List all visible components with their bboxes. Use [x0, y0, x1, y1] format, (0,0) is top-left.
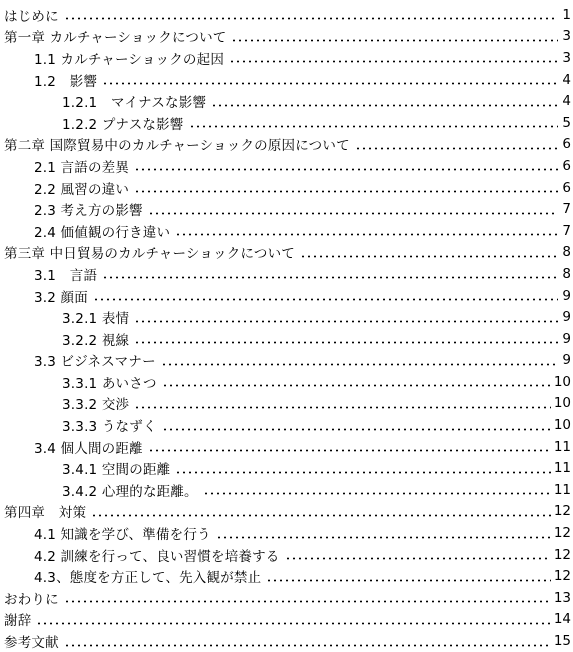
toc-entry-title: 2.3 考え方の影響	[34, 199, 145, 219]
toc-dot-leader	[64, 600, 551, 603]
toc-entry-title: 3.4.1 空間の距離	[62, 458, 172, 478]
toc-page-number: 9	[562, 287, 571, 304]
toc-dot-leader	[216, 536, 551, 539]
toc-page-number: 10	[553, 395, 571, 412]
toc-entry-title: 謝辞	[4, 609, 33, 629]
toc-entry-title: 第四章 対策	[4, 501, 88, 521]
toc-dot-leader	[134, 190, 558, 193]
toc-entry-title: 2.4 価値観の行き違い	[34, 221, 172, 241]
toc-entry-title: 4.3、態度を方正して、先入観が禁止	[34, 566, 263, 586]
toc-page-number: 6	[562, 157, 571, 174]
toc-page-number: 12	[553, 525, 571, 542]
toc-page-number: 12	[553, 546, 571, 563]
toc-page-number: 12	[553, 568, 571, 585]
toc-entry-title: 参考文献	[4, 631, 61, 651]
toc-entry-title: 4.1 知識を学び、準備を行う	[34, 523, 213, 543]
toc-entry[interactable]	[0, 457, 573, 479]
toc-entry[interactable]	[0, 4, 573, 26]
toc-entry[interactable]	[0, 350, 573, 372]
toc-entry[interactable]	[0, 501, 573, 523]
toc-page-number: 14	[553, 611, 571, 628]
toc-entry[interactable]	[0, 90, 573, 112]
toc-entry-title: 3.3.2 交渉	[62, 393, 131, 413]
toc-dot-leader	[91, 514, 551, 517]
toc-dot-leader	[161, 363, 558, 366]
toc-entry-title: 3.2.2 視線	[62, 329, 131, 349]
toc-dot-leader	[355, 147, 558, 150]
toc-entry[interactable]	[0, 544, 573, 566]
toc-dot-leader	[162, 428, 551, 431]
toc-page-number: 10	[553, 417, 571, 434]
toc-dot-leader	[189, 125, 558, 128]
toc-page-number: 1	[562, 6, 571, 23]
toc-entry[interactable]	[0, 436, 573, 458]
toc-entry-title: 3.3.1 あいさつ	[62, 372, 159, 392]
toc-entry[interactable]	[0, 263, 573, 285]
toc-entry-title: 3.2 顔面	[34, 286, 90, 306]
toc-dot-leader	[36, 622, 550, 625]
toc-entry-title: 3.3.3 うなずく	[62, 415, 159, 435]
toc-page-number: 9	[562, 330, 571, 347]
toc-entry-title: 1.2 影響	[34, 70, 99, 90]
toc-dot-leader	[64, 644, 551, 647]
toc-entry-title: おわりに	[4, 588, 61, 608]
toc-dot-leader	[134, 341, 558, 344]
toc-entry-title: 1.1 カルチャーショックの起因	[34, 48, 226, 68]
toc-dot-leader	[229, 60, 558, 63]
toc-page-number: 7	[562, 201, 571, 218]
toc-page-number: 13	[553, 589, 571, 606]
toc-page-number: 3	[562, 49, 571, 66]
toc-entry[interactable]	[0, 414, 573, 436]
toc-entry-title: 1.2.1 マイナスな影響	[62, 91, 208, 111]
toc-entry[interactable]	[0, 479, 573, 501]
toc-dot-leader	[211, 104, 558, 107]
toc-page-number: 8	[562, 244, 571, 261]
toc-entry[interactable]	[0, 328, 573, 350]
toc-entry-title: 第三章 中日貿易のカルチャーショックについて	[4, 242, 297, 262]
toc-entry[interactable]	[0, 47, 573, 69]
toc-entry[interactable]	[0, 393, 573, 415]
toc-entry[interactable]	[0, 198, 573, 220]
toc-entry[interactable]	[0, 220, 573, 242]
toc-entry[interactable]	[0, 285, 573, 307]
toc-dot-leader	[134, 168, 558, 171]
toc-entry-title: はじめに	[4, 5, 61, 25]
toc-entry[interactable]	[0, 522, 573, 544]
toc-entry[interactable]	[0, 155, 573, 177]
toc-dot-leader	[134, 406, 551, 409]
toc-entry-title: 2.1 言語の差異	[34, 156, 131, 176]
toc-entry-title: 第二章 国際貿易中のカルチャーショックの原因について	[4, 134, 352, 154]
toc-entry-title: 1.2.2 プナスな影響	[62, 113, 186, 133]
toc-entry-title: 第一章 カルチャーショックについて	[4, 26, 228, 46]
toc-dot-leader	[300, 255, 558, 258]
toc-dot-leader	[175, 471, 550, 474]
toc-entry[interactable]	[0, 26, 573, 48]
toc-page-number: 5	[562, 114, 571, 131]
toc-dot-leader	[148, 212, 558, 215]
toc-dot-leader	[64, 17, 558, 20]
toc-entry-title: 3.4 個人間の距離	[34, 437, 145, 457]
toc-page-number: 12	[553, 503, 571, 520]
toc-dot-leader	[102, 276, 558, 279]
toc-entry[interactable]	[0, 177, 573, 199]
toc-page-number: 9	[562, 352, 571, 369]
toc-page-number: 6	[562, 179, 571, 196]
toc-dot-leader	[175, 233, 558, 236]
toc-dot-leader	[134, 320, 558, 323]
toc-entry-title: 4.2 訓練を行って、良い習慣を培養する	[34, 545, 282, 565]
toc-dot-leader	[162, 384, 551, 387]
toc-entry[interactable]	[0, 565, 573, 587]
toc-page-number: 11	[553, 481, 571, 498]
toc-entry-title: 3.3 ビジネスマナー	[34, 350, 158, 370]
toc-page-number: 11	[553, 438, 571, 455]
toc-entry-title: 2.2 風習の違い	[34, 178, 131, 198]
toc-dot-leader	[285, 557, 551, 560]
toc-page-number: 11	[553, 460, 571, 477]
toc-page-number: 8	[562, 265, 571, 282]
toc-page-number: 3	[562, 28, 571, 45]
toc-page-number: 15	[553, 633, 571, 650]
toc-dot-leader	[148, 449, 551, 452]
toc-entry[interactable]	[0, 630, 573, 652]
toc-dot-leader	[266, 579, 551, 582]
toc-entry[interactable]	[0, 242, 573, 264]
toc-page-number: 7	[562, 222, 571, 239]
toc-dot-leader	[93, 298, 558, 301]
toc-entry-title: 3.2.1 表情	[62, 307, 131, 327]
toc-page-number: 10	[553, 373, 571, 390]
toc-dot-leader	[203, 492, 551, 495]
toc-page-number: 9	[562, 309, 571, 326]
toc-dot-leader	[231, 39, 558, 42]
toc-entry[interactable]	[0, 371, 573, 393]
toc-entry[interactable]	[0, 609, 573, 631]
toc-entry[interactable]	[0, 306, 573, 328]
toc-entry[interactable]	[0, 69, 573, 91]
toc-page-number: 4	[562, 93, 571, 110]
toc-entry-title: 3.4.2 心理的な距離。	[62, 480, 200, 500]
toc-dot-leader	[102, 82, 558, 85]
toc-page-number: 6	[562, 136, 571, 153]
toc-entry-title: 3.1 言語	[34, 264, 99, 284]
toc-entry[interactable]	[0, 112, 573, 134]
toc-page-number: 4	[562, 71, 571, 88]
toc-entry[interactable]	[0, 587, 573, 609]
toc-entry[interactable]	[0, 134, 573, 156]
